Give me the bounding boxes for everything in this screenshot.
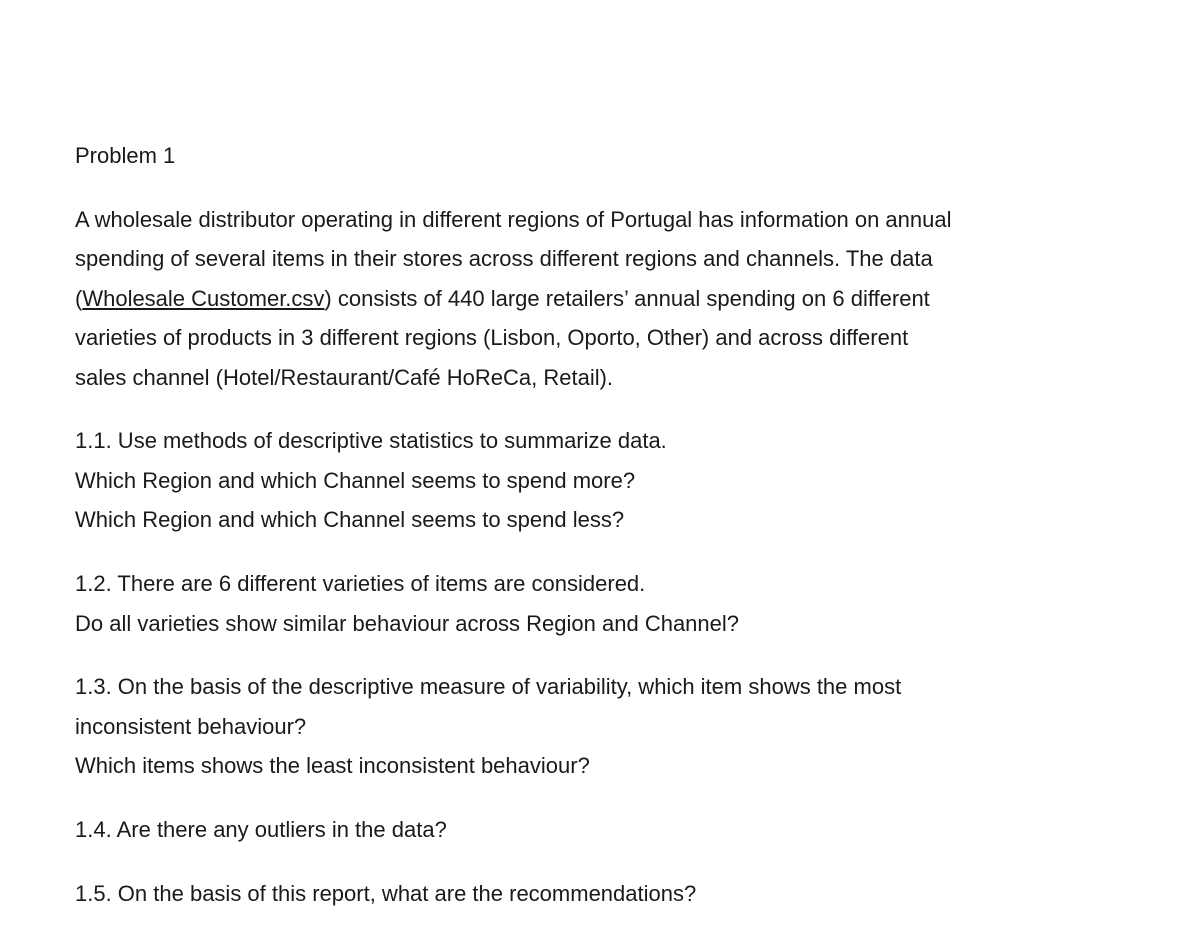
problem-title-block xyxy=(75,136,1075,175)
problem-title: Problem 1 xyxy=(75,143,176,168)
intro-line-rest: ) consists of 440 large retailers’ annual spending on 6 different xyxy=(324,285,930,311)
question-1-4 xyxy=(75,810,1075,849)
question-line: 1.1. Use methods of descriptive statistics to summarize data. xyxy=(75,428,667,454)
question-line: 1.3. On the basis of the descriptive measure of variability, which item shows the most xyxy=(75,674,902,700)
intro-line: A wholesale distributor operating in different regions of Portugal has information on annual xyxy=(75,206,952,232)
question-line: inconsistent behaviour? xyxy=(75,713,307,739)
question-line: Which items shows the least inconsistent behaviour? xyxy=(75,753,590,779)
intro-line: spending of several items in their stores across different regions and channels. The data xyxy=(75,246,933,272)
question-line: 1.4. Are there any outliers in the data? xyxy=(75,817,447,843)
intro-line: sales channel (Hotel/Restaurant/Café HoReCa, Retail). xyxy=(75,364,614,390)
intro-line: varieties of products in 3 different regions (Lisbon, Oporto, Other) and across different xyxy=(75,325,909,351)
open-paren: ( xyxy=(75,285,83,311)
question-line: Which Region and which Channel seems to spend more? xyxy=(75,467,636,493)
question-1-5 xyxy=(75,874,1075,913)
question-line: 1.2. There are 6 different varieties of items are considered. xyxy=(75,571,646,597)
question-1-2 xyxy=(75,564,1075,643)
dataset-file-link[interactable]: Wholesale Customer.csv xyxy=(82,285,325,311)
intro-line-with-link xyxy=(75,279,1075,318)
question-line: Which Region and which Channel seems to spend less? xyxy=(75,507,625,533)
question-1-3 xyxy=(75,667,1075,785)
intro-paragraph xyxy=(75,200,1075,397)
question-line: Do all varieties show similar behaviour across Region and Channel? xyxy=(75,610,740,636)
document-body xyxy=(75,136,1075,938)
question-line: 1.5. On the basis of this report, what are the recommendations? xyxy=(75,881,697,907)
question-1-1 xyxy=(75,421,1075,539)
